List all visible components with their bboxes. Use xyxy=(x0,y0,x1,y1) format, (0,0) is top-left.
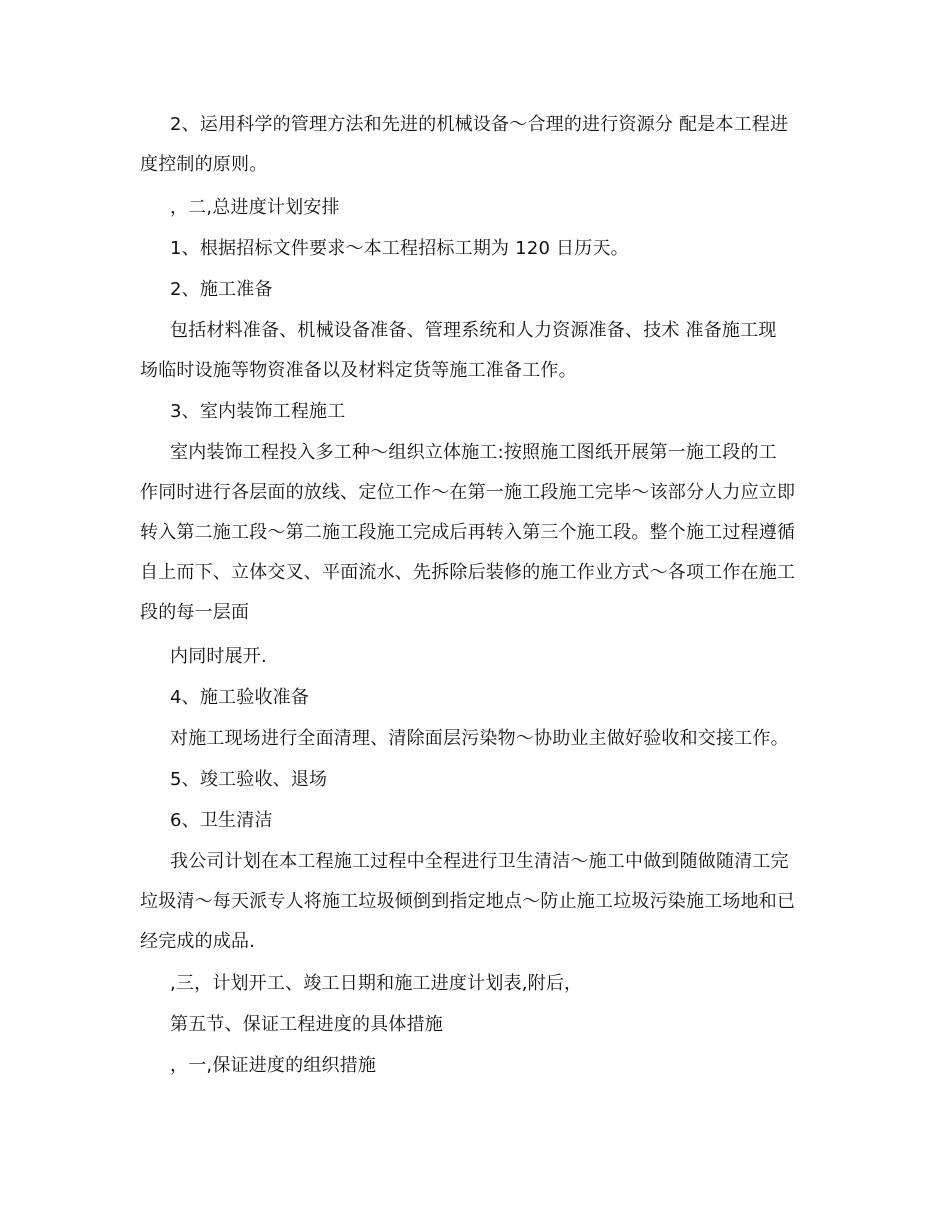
paragraph-p1 xyxy=(140,105,820,185)
paragraph-line: 2、运用科学的管理方法和先进的机械设备～合理的进行资源分 配是本工程进 xyxy=(170,114,789,135)
paragraph-p13 xyxy=(140,842,820,962)
paragraph-p8 xyxy=(140,637,820,677)
paragraph-line: 经完成的成品. xyxy=(140,931,256,952)
subheading-acceptance xyxy=(140,678,820,718)
subheading-interior xyxy=(140,392,820,432)
paragraph-line: 内同时展开. xyxy=(170,646,267,667)
paragraph-p7 xyxy=(140,433,820,633)
paragraph-line: 6、卫生清洁 xyxy=(170,810,273,831)
paragraph-line: 转入第二施工段～第二施工段施工完成后再转入第三个施工段。整个施工过程遵循 xyxy=(140,522,796,543)
paragraph-line: 作同时进行各层面的放线、定位工作～在第一施工段施工完毕～该部分人力应立即 xyxy=(140,482,796,503)
paragraph-line: 我公司计划在本工程施工过程中全程进行卫生清洁～施工中做到随做随清工完 xyxy=(170,851,789,872)
subheading-completion xyxy=(140,760,820,800)
paragraph-line: 2、施工准备 xyxy=(170,279,273,300)
paragraph-p5 xyxy=(140,311,820,391)
paragraph-line: 自上而下、立体交叉、平面流水、先拆除后装修的施工作业方式～各项工作在施工 xyxy=(140,562,796,583)
paragraph-line: ,三，计划开工、竣工日期和施工进度计划表,附后， xyxy=(170,973,583,994)
paragraph-p3 xyxy=(140,229,820,269)
paragraph-line: 度控制的原则。 xyxy=(140,154,268,175)
paragraph-line: 场临时设施等物资准备以及材料定货等施工准备工作。 xyxy=(140,360,577,381)
subheading-sanitation xyxy=(140,801,820,841)
paragraph-line: 3、室内装饰工程施工 xyxy=(170,401,346,422)
paragraph-line: 第五节、保证工程进度的具体措施 xyxy=(170,1014,443,1035)
paragraph-line: 1、根据招标文件要求～本工程招标工期为 120 日历天。 xyxy=(170,238,629,259)
subheading-construction-prep xyxy=(140,270,820,310)
paragraph-line: ，二,总进度计划安排 xyxy=(170,197,340,218)
section-heading-3 xyxy=(140,964,820,1004)
section-heading-1 xyxy=(140,1046,820,1086)
paragraph-p10 xyxy=(140,719,820,759)
paragraph-line: 包括材料准备、机械设备准备、管理系统和人力资源准备、技术 准备施工现 xyxy=(170,320,777,341)
paragraph-line: 5、竣工验收、退场 xyxy=(170,769,328,790)
section-heading-2 xyxy=(140,188,820,228)
paragraph-line: 4、施工验收准备 xyxy=(170,687,310,708)
paragraph-line: 室内装饰工程投入多工种～组织立体施工:按照施工图纸开展第一施工段的工 xyxy=(170,442,777,463)
paragraph-line: 段的每一层面 xyxy=(140,602,250,623)
paragraph-line: 垃圾清～每天派专人将施工垃圾倾倒到指定地点～防止施工垃圾污染施工场地和已 xyxy=(140,891,796,912)
chapter-heading-5 xyxy=(140,1005,820,1045)
paragraph-line: 对施工现场进行全面清理、清除面层污染物～协助业主做好验收和交接工作。 xyxy=(170,728,789,749)
paragraph-line: ，一,保证进度的组织措施 xyxy=(170,1055,377,1076)
